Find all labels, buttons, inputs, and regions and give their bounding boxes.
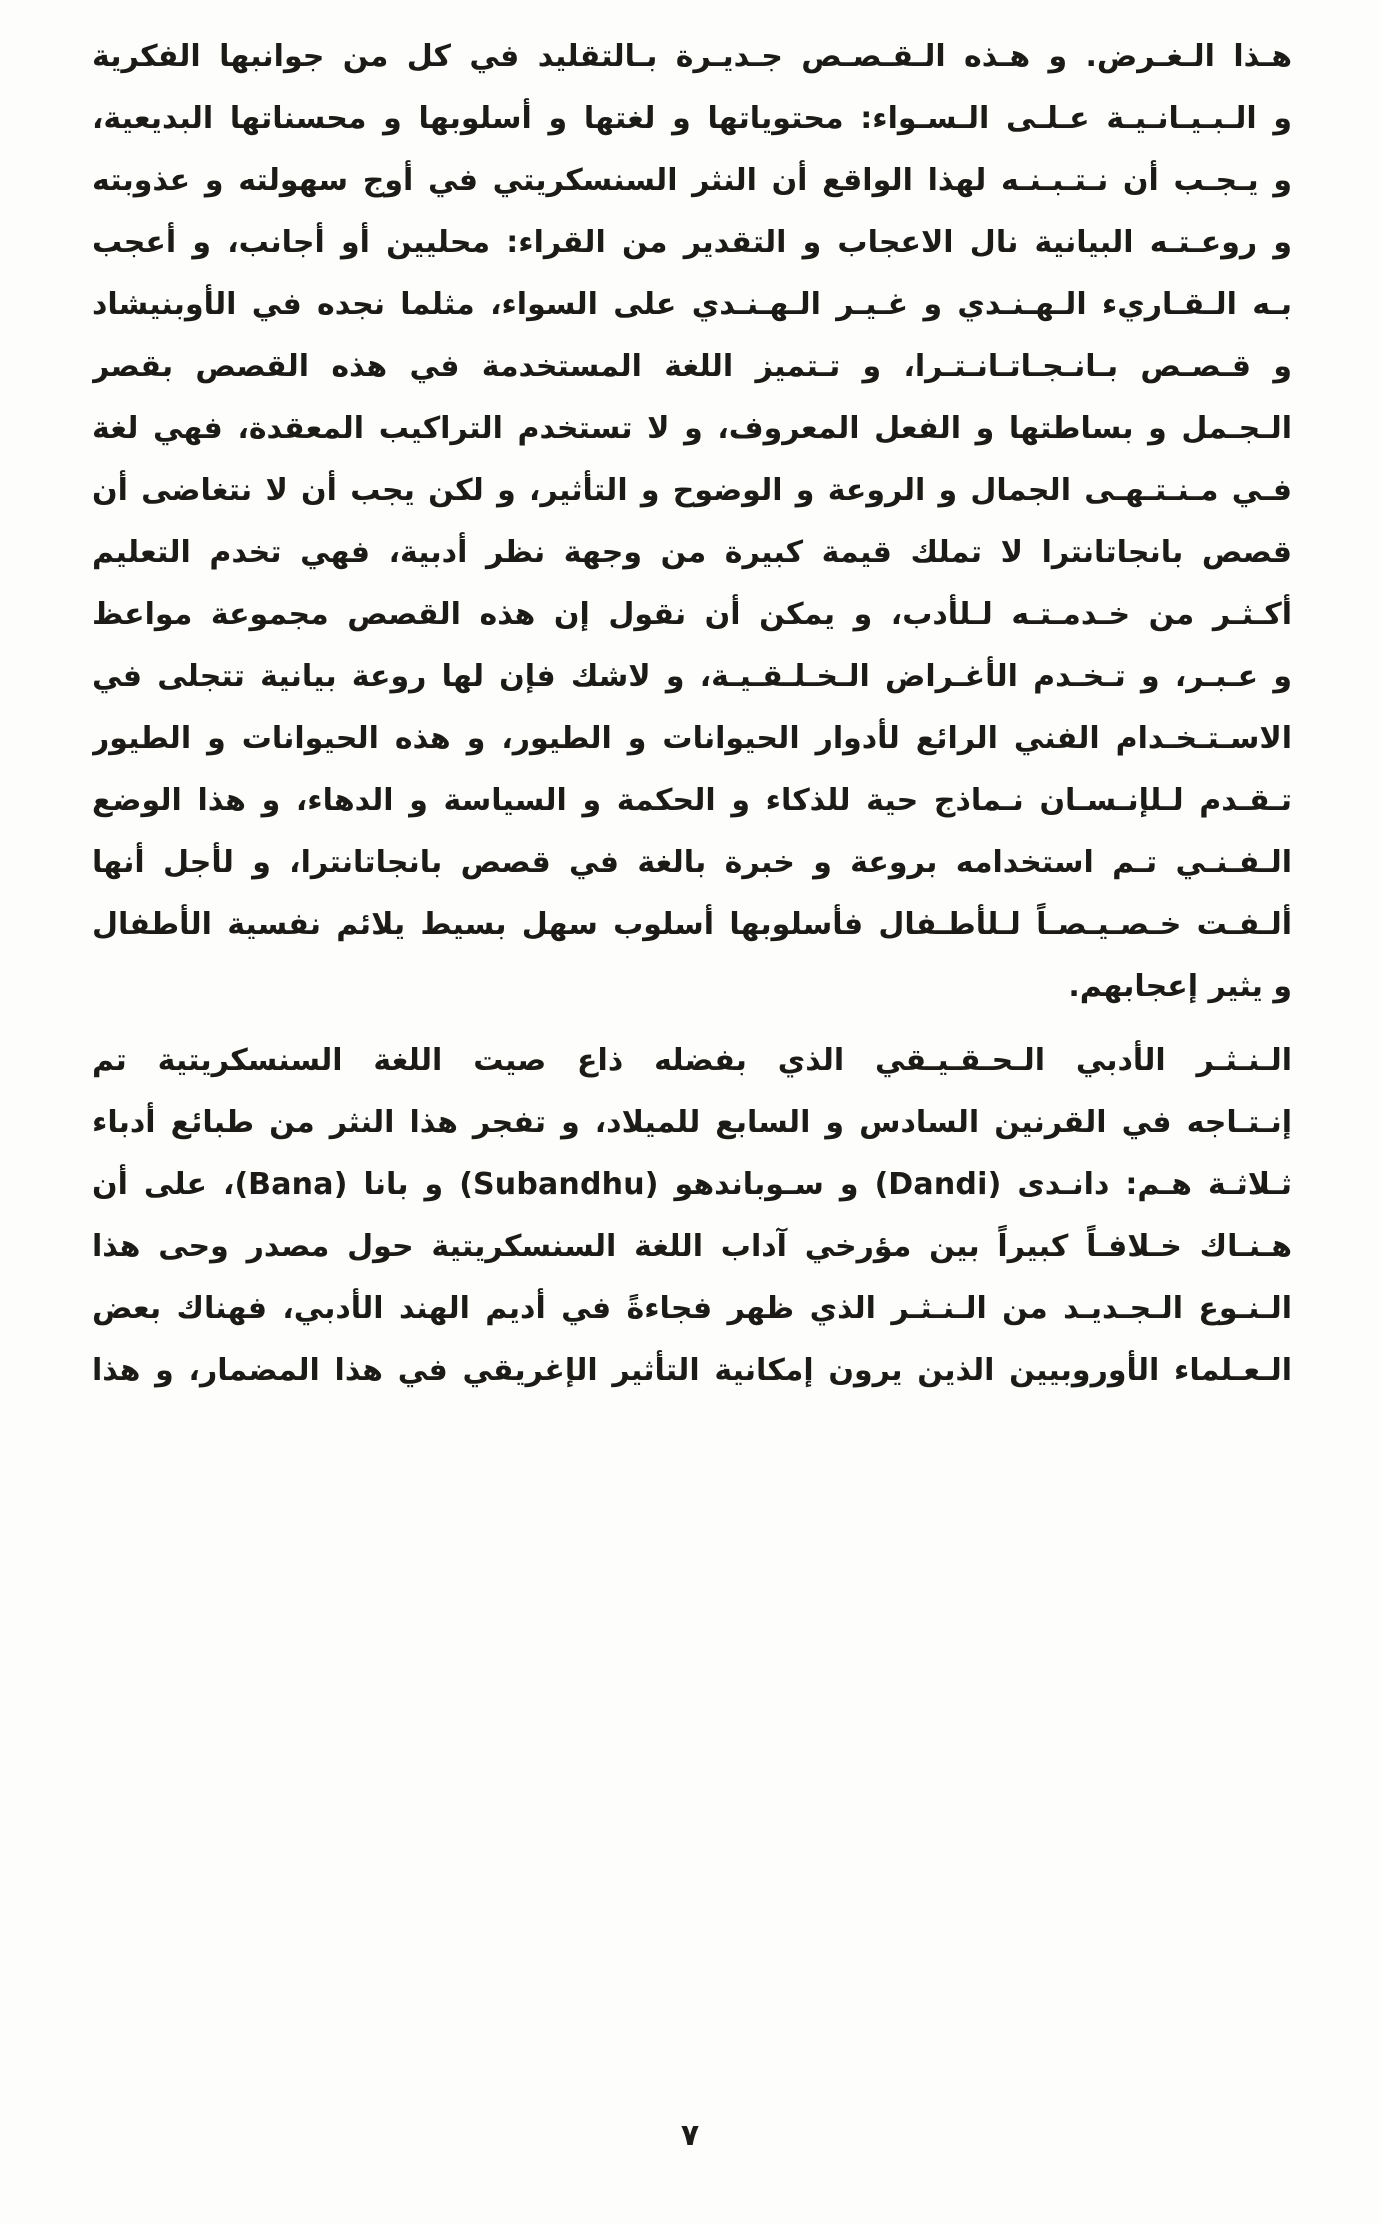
text-line: و روعـتـه البيانية نال الاعجاب و التقدير من القراء: محليين أو أجانب، و أعجب (92, 225, 1292, 260)
paragraph-2 (92, 1030, 1292, 1402)
text-line: و الـبـيـانـيـة عـلـى الـسـواء: محتوياتها و لغتها و أسلوبها و محسناتها البديعية، (92, 101, 1292, 136)
text-line: ألـفـت خـصـيـصـاً لـلأطـفال فأسلوبها أسلوب سهل بسيط يلائم نفسية الأطفال (92, 907, 1292, 942)
text-line: الـنـثـر الأدبي الـحـقـيـقي الذي بفضله ذاع صيت اللغة السنسكريتية تم (92, 1043, 1292, 1078)
paragraph-1 (92, 26, 1292, 1018)
text-line: الـنـوع الـجـديـد من الـنـثـر الذي ظهر فجاءةً في أديم الهند الأدبي، فهناك بعض (92, 1291, 1292, 1326)
text-line: و يثير إعجابهم. (1068, 969, 1292, 1004)
text-line: هـنـاك خـلافـاً كبيراً بين مؤرخي آداب اللغة السنسكريتية حول مصدر وحى هذا (92, 1229, 1292, 1264)
text-line: الاسـتـخـدام الفني الرائع لأدوار الحيوانات و الطيور، و هذه الحيوانات و الطيور (92, 721, 1292, 756)
text-line: و عـبـر، و تـخـدم الأغـراض الـخـلـقـيـة، و لاشك فإن لها روعة بيانية تتجلى في (92, 659, 1292, 694)
text-line: تـقـدم لـلإنـسـان نـماذج حية للذكاء و الحكمة و السياسة و الدهاء، و هذا الوضع (92, 783, 1292, 818)
text-line: بـه الـقـاريء الـهـنـدي و غـيـر الـهـنـدي على السواء، مثلما نجده في الأوبنيشاد (92, 287, 1292, 322)
text-line: أكـثـر من خـدمـتـه لـلأدب، و يمكن أن نقول إن هذه القصص مجموعة مواعظ (92, 597, 1292, 632)
text-line: و قـصـص بـانـجـاتـانـتـرا، و تـتميز اللغة المستخدمة في هذه القصص بقصر (92, 349, 1292, 384)
page-number: ٧ (680, 2118, 700, 2153)
text-line: هـذا الـغـرض. و هـذه الـقـصـص جـديـرة بـالتقليد في كل من جوانبها الفكرية (92, 39, 1292, 74)
text-line: ثـلاثـة هـم: دانـدى (Dandi) و سـوباندهو (Subandhu) و بانا (Bana)، على أن (92, 1167, 1292, 1202)
text-line: الـعـلماء الأوروبيين الذين يرون إمكانية التأثير الإغريقي في هذا المضمار، و هذا (92, 1353, 1292, 1388)
text-line: الـجـمل و بساطتها و الفعل المعروف، و لا تستخدم التراكيب المعقدة، فهي لغة (92, 411, 1292, 446)
text-line: فـي مـنـتـهـى الجمال و الروعة و الوضوح و التأثير، و لكن يجب أن لا نتغاضى أن (92, 473, 1292, 508)
text-line: و يـجـب أن نـتـبـنـه لهذا الواقع أن النثر السنسكريتي في أوج سهولته و عذوبته (92, 163, 1292, 198)
text-line: الـفـنـي تـم استخدامه بروعة و خبرة بالغة في قصص بانجاتانترا، و لأجل أنها (92, 845, 1292, 880)
text-line: إنـتـاجه في القرنين السادس و السابع للميلاد، و تفجر هذا النثر من طبائع أدباء (92, 1105, 1292, 1140)
body-text (92, 26, 1292, 1402)
text-line: قصص بانجاتانترا لا تملك قيمة كبيرة من وجهة نظر أدبية، فهي تخدم التعليم (92, 535, 1292, 570)
